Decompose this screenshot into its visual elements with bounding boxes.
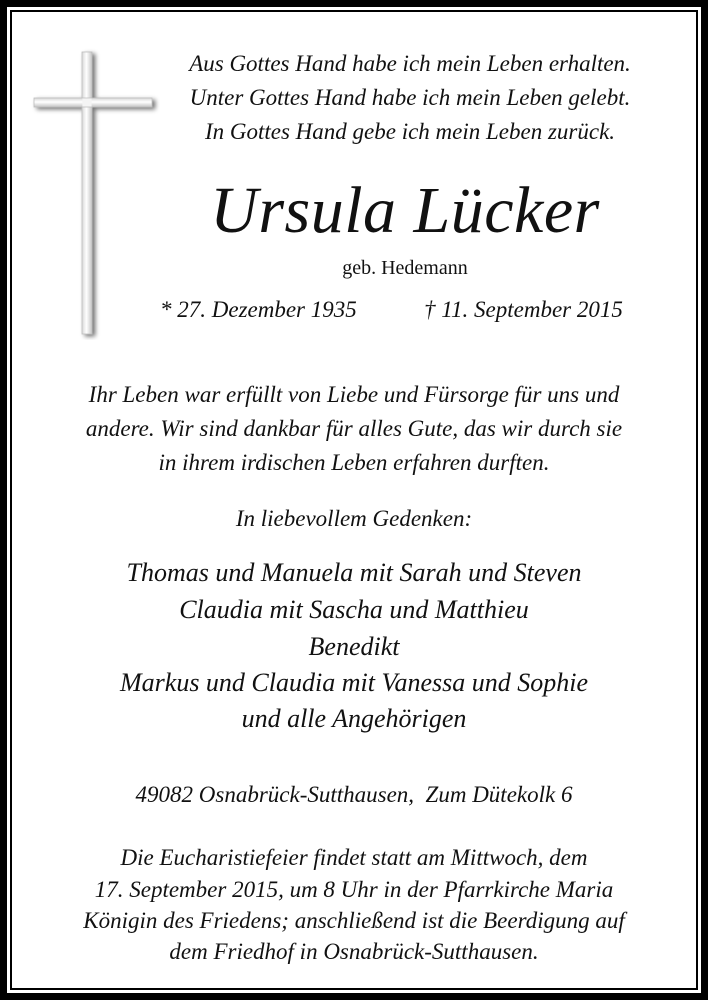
service-line: 17. September 2015, um 8 Uhr in der Pfarrkirche Maria <box>94 877 614 902</box>
tribute-line: andere. Wir sind dankbar für alles Gute, das wir durch sie <box>85 416 623 441</box>
service-line: Königin des Friedens; anschließend ist die Beerdigung auf <box>83 908 625 933</box>
remembrance-heading: In liebevollem Gedenken: <box>235 506 473 531</box>
birth-date: * 27. Dezember 1935 <box>160 297 357 322</box>
address: 49082 Osnabrück-Sutthausen, Zum Dütekolk 6 <box>135 782 573 807</box>
verse-line: Unter Gottes Hand habe ich mein Leben gelebt. <box>189 85 631 110</box>
deceased-name: Ursula Lücker <box>210 174 600 247</box>
tribute-line: in ihrem irdischen Leben erfahren durften. <box>158 450 550 475</box>
death-date: † 11. September 2015 <box>424 297 623 322</box>
mourner-line: Markus und Claudia mit Vanessa und Sophie <box>120 668 588 697</box>
service-line: dem Friedhof in Osnabrück-Sutthausen. <box>169 939 539 964</box>
mourner-line: Claudia mit Sascha und Matthieu <box>179 595 529 624</box>
verse-line: Aus Gottes Hand habe ich mein Leben erhalten. <box>189 51 631 76</box>
mourner-line: Thomas und Manuela mit Sarah und Steven <box>126 558 582 587</box>
tribute-line: Ihr Leben war erfüllt von Liebe und Fürsorge für uns und <box>88 382 620 407</box>
mourner-line: und alle Angehörigen <box>241 704 467 733</box>
birth-name: geb. Hedemann <box>342 257 468 279</box>
service-line: Die Eucharistiefeier findet statt am Mittwoch, dem <box>120 845 588 870</box>
mourner-line: Benedikt <box>308 632 400 661</box>
verse-line: In Gottes Hand gebe ich mein Leben zurück. <box>204 119 616 144</box>
